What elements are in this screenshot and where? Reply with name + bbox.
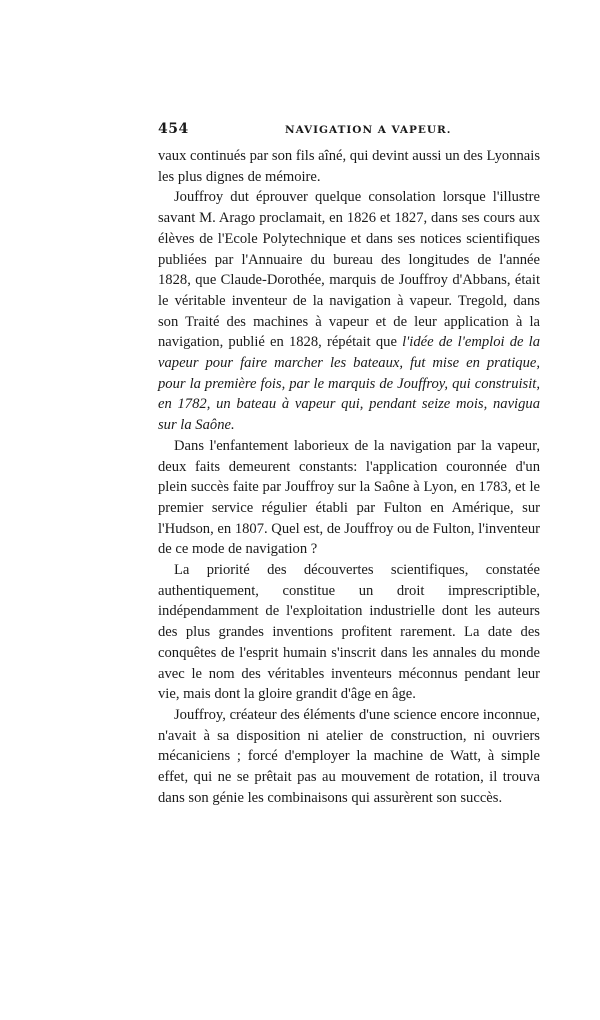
paragraph <box>158 187 540 435</box>
paragraph-text: Dans l'enfantement laborieux de la navigation par la vapeur, deux faits demeurent constants: l'application couronnée d'un plein succès faite par Jouffroy sur la Saône à Lyon, en 1783, et le premier service régulier établi par Fulton en Amérique, sur l'Hudson, en 1807. Quel est, de Jouffroy ou de Fulton, l'inventeur de ce mode de navigation ? <box>158 437 540 558</box>
running-title: NAVIGATION A VAPEUR. <box>285 124 452 136</box>
paragraph <box>158 146 540 187</box>
running-head <box>158 121 540 141</box>
paragraph <box>158 436 540 560</box>
paragraph-text: La priorité des découvertes scientifiques, constatée authentiquement, constitue un droit imprescriptible, indépendamment de l'exploitation industrielle dont les auteurs des plus grandes inventions profitent rarement. La date des conquêtes de l'esprit humain s'inscrit dans les annales du monde avec le nom des véritables inventeurs méconnus pendant leur vie, mais dont la gloire grandit d'âge en âge. <box>158 562 540 703</box>
body-text <box>158 146 540 809</box>
quoted-passage: l'idée de l'emploi de la vapeur pour faire marcher les bateaux, fut mise en pratique, pour la première fois, par le marquis de Jouffroy, qui construisit, en 1782, un bateau à vapeur qui, pendant seize mois, navigua sur la Saône. <box>158 334 540 434</box>
paragraph <box>158 705 540 809</box>
paragraph <box>158 560 540 705</box>
paragraph-text: Jouffroy dut éprouver quelque consolation lorsque l'illustre savant M. Arago proclamait, en 1826 et 1827, dans ses cours aux élèves de l'Ecole Polytechnique et dans ses notices scientifiques publiées par l'Annuaire du bureau des longitudes de l'année 1828, que Claude-Dorothée, marquis de Jouffroy d'Abbans, était le véritable inventeur de la navigation à vapeur. Tregold, dans son Traité des machines à vapeur et de leur application à la navigation, publié en 1828, répétait que <box>158 189 540 351</box>
paragraph-text: vaux continués par son fils aîné, qui devint aussi un des Lyonnais les plus dignes de mémoire. <box>158 148 540 185</box>
page-number: 454 <box>158 121 189 137</box>
paragraph-text: Jouffroy, créateur des éléments d'une science encore inconnue, n'avait à sa disposition ni atelier de construction, ni ouvriers mécaniciens ; forcé d'employer la machine de Watt, à simple effet, qui ne se prêtait pas au mouvement de rotation, il trouva dans son génie les combinaisons qui assurèrent son succès. <box>158 706 540 806</box>
